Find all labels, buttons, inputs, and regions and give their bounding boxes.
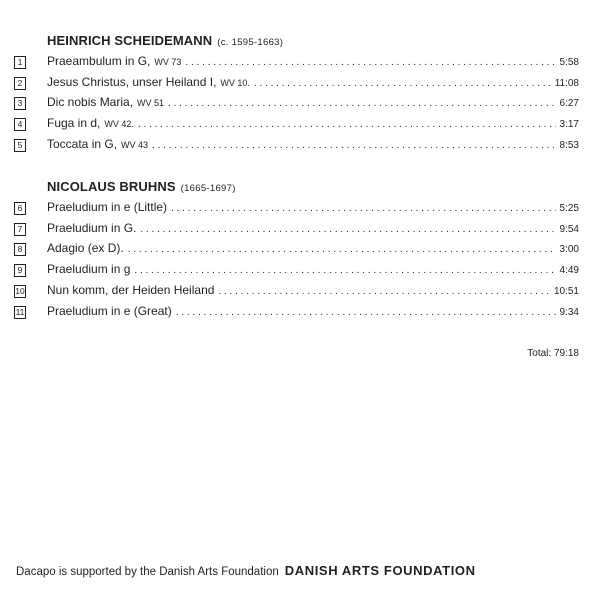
track-duration: 9:54 <box>559 223 579 235</box>
composer-heading <box>47 33 283 48</box>
composer-dates: (c. 1595-1663) <box>217 37 284 48</box>
track-line <box>47 240 579 258</box>
track-line <box>47 261 579 279</box>
track-title: Dic nobis Maria, <box>47 95 134 110</box>
danish-arts-foundation-logo: DANISH ARTS FOUNDATION <box>284 563 476 578</box>
track-duration: 8:53 <box>559 139 579 151</box>
track-title: Praeludium in G. <box>47 220 137 235</box>
track-line <box>47 220 579 238</box>
track-row <box>0 115 599 135</box>
dot-leader <box>152 137 555 154</box>
track-title: Adagio (ex D). <box>47 241 124 256</box>
track-row <box>0 303 599 323</box>
track-row <box>0 282 599 302</box>
track-catalog-number: WV 43 <box>121 139 149 150</box>
track-title: Jesus Christus, unser Heiland I, <box>47 74 217 89</box>
dot-leader <box>138 116 556 133</box>
track-number: 4 <box>14 118 26 131</box>
track-number: 7 <box>14 223 26 236</box>
track-line <box>47 74 579 92</box>
footer-text: Dacapo is supported by the Danish Arts Foundation <box>16 566 279 578</box>
track-catalog-number: WV 51 <box>137 98 165 109</box>
track-row <box>0 261 599 281</box>
track-title: Fuga in d, <box>47 116 101 131</box>
composer-name: HEINRICH SCHEIDEMANN <box>47 33 213 48</box>
track-row <box>0 240 599 260</box>
track-title: Praeludium in g <box>47 262 131 277</box>
track-duration: 6:27 <box>559 98 579 110</box>
composer-heading <box>47 179 236 194</box>
track-title: Praeludium in e (Great) <box>47 303 172 318</box>
track-title: Nun komm, der Heiden Heiland <box>47 282 215 297</box>
total-duration: Total: 79:18 <box>527 348 579 359</box>
track-catalog-number: WV 42. <box>104 119 134 130</box>
dot-leader <box>134 262 555 279</box>
footer <box>16 563 476 578</box>
track-row <box>0 94 599 114</box>
track-line <box>47 303 579 321</box>
track-duration: 9:34 <box>559 306 579 318</box>
dot-leader <box>140 221 555 238</box>
track-line <box>47 115 579 133</box>
track-line <box>47 199 579 217</box>
track-number: 8 <box>14 243 26 256</box>
track-catalog-number: WV 10. <box>220 77 250 88</box>
track-duration: 10:51 <box>553 285 579 297</box>
dot-leader <box>218 283 550 300</box>
dot-leader <box>168 95 555 112</box>
track-number: 2 <box>14 77 26 90</box>
track-number: 6 <box>14 202 26 215</box>
track-catalog-number: WV 73 <box>154 57 182 67</box>
dot-leader <box>128 241 556 258</box>
dot-leader <box>185 54 555 71</box>
dot-leader <box>254 75 551 92</box>
track-line <box>47 282 579 300</box>
track-duration: 3:17 <box>559 119 579 131</box>
track-line <box>47 53 579 71</box>
track-number: 5 <box>14 139 26 152</box>
track-duration: 11:08 <box>554 77 579 89</box>
track-duration: 5:58 <box>559 57 579 68</box>
track-number: 10 <box>15 285 25 296</box>
track-number: 9 <box>14 264 26 277</box>
track-row <box>0 220 599 240</box>
track-number: 1 <box>14 56 26 69</box>
dot-leader <box>171 200 555 217</box>
track-row <box>0 136 599 156</box>
track-row <box>0 74 599 94</box>
dot-leader <box>176 304 556 321</box>
composer-name: NICOLAUS BRUHNS <box>47 179 176 194</box>
track-line <box>47 94 579 112</box>
track-title: Praeambulum in G, <box>47 54 151 68</box>
track-duration: 3:00 <box>559 244 579 256</box>
track-number: 3 <box>14 97 26 110</box>
track-number: 11 <box>15 306 25 317</box>
track-row <box>0 199 599 219</box>
track-title: Toccata in G, <box>47 136 118 151</box>
composer-dates: (1665-1697) <box>180 183 236 194</box>
track-title: Praeludium in e (Little) <box>47 200 168 214</box>
track-duration: 4:49 <box>559 265 579 277</box>
track-line <box>47 136 579 154</box>
track-row <box>0 53 599 73</box>
track-duration: 5:25 <box>559 203 579 214</box>
